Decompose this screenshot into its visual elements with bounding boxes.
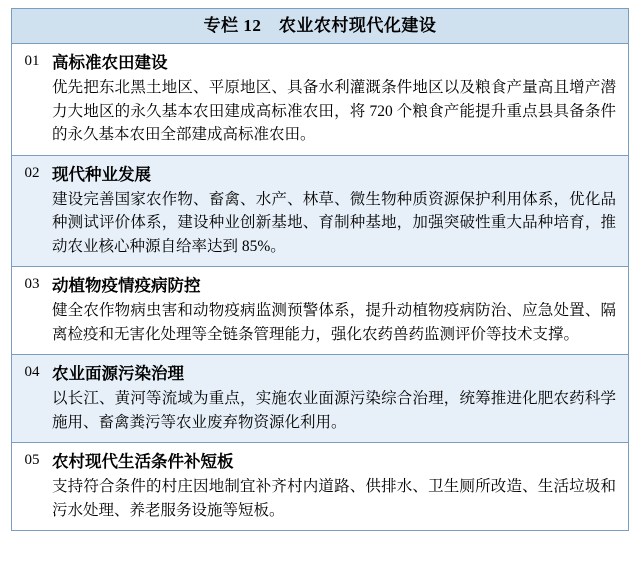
- item-content: [52, 44, 628, 155]
- item-content: [52, 355, 628, 442]
- item-content: [52, 156, 628, 267]
- item-number: 05: [24, 452, 40, 469]
- item-body: 支持符合条件的村庄因地制宜补齐村内道路、供排水、卫生厕所改造、生活垃圾和污水处理、养老服务设施等短板。: [52, 478, 616, 519]
- item-title: 农村现代生活条件补短板: [52, 452, 234, 472]
- item-title: 高标准农田建设: [52, 53, 168, 73]
- item-content: [52, 267, 628, 354]
- item-title: 现代种业发展: [52, 164, 151, 184]
- table-row: [12, 355, 628, 443]
- item-content: [52, 443, 628, 530]
- item-number: 04: [24, 364, 40, 381]
- feature-box-panel: [11, 8, 629, 531]
- item-body: 以长江、黄河等流域为重点，实施农业面源污染综合治理，统筹推进化肥农药科学施用、畜禽粪污等农业废弃物资源化利用。: [52, 390, 616, 431]
- item-body: 建设完善国家农作物、畜禽、水产、林草、微生物种质资源保护利用体系，优化品种测试评价体系，建设种业创新基地、育制种基地，加强突破性重大品种培育，推动农业核心种源自给率达到 85%。: [52, 190, 616, 255]
- table-row: [12, 44, 628, 156]
- item-title: 农业面源污染治理: [52, 364, 184, 384]
- item-number: 02: [24, 164, 40, 181]
- item-number: 03: [24, 276, 40, 293]
- item-body: 健全农作物病虫害和动物疫病监测预警体系，提升动植物疫病防治、应急处置、隔离检疫和无害化处理等全链条管理能力，强化农药兽药监测评价等技术支撑。: [52, 302, 616, 343]
- item-title: 动植物疫情疫病防控: [52, 276, 201, 296]
- panel-title: 专栏 12 农业农村现代化建设: [12, 9, 628, 44]
- item-number: 01: [24, 53, 40, 70]
- table-row: [12, 156, 628, 268]
- table-row: [12, 443, 628, 530]
- table-row: [12, 267, 628, 355]
- item-body: 优先把东北黑土地区、平原地区、具备水利灌溉条件地区以及粮食产量高且增产潜力大地区的永久基本农田建成高标准农田，将 720 个粮食产能提升重点县具备条件的永久基本农田全部建成高标准农田。: [52, 79, 616, 144]
